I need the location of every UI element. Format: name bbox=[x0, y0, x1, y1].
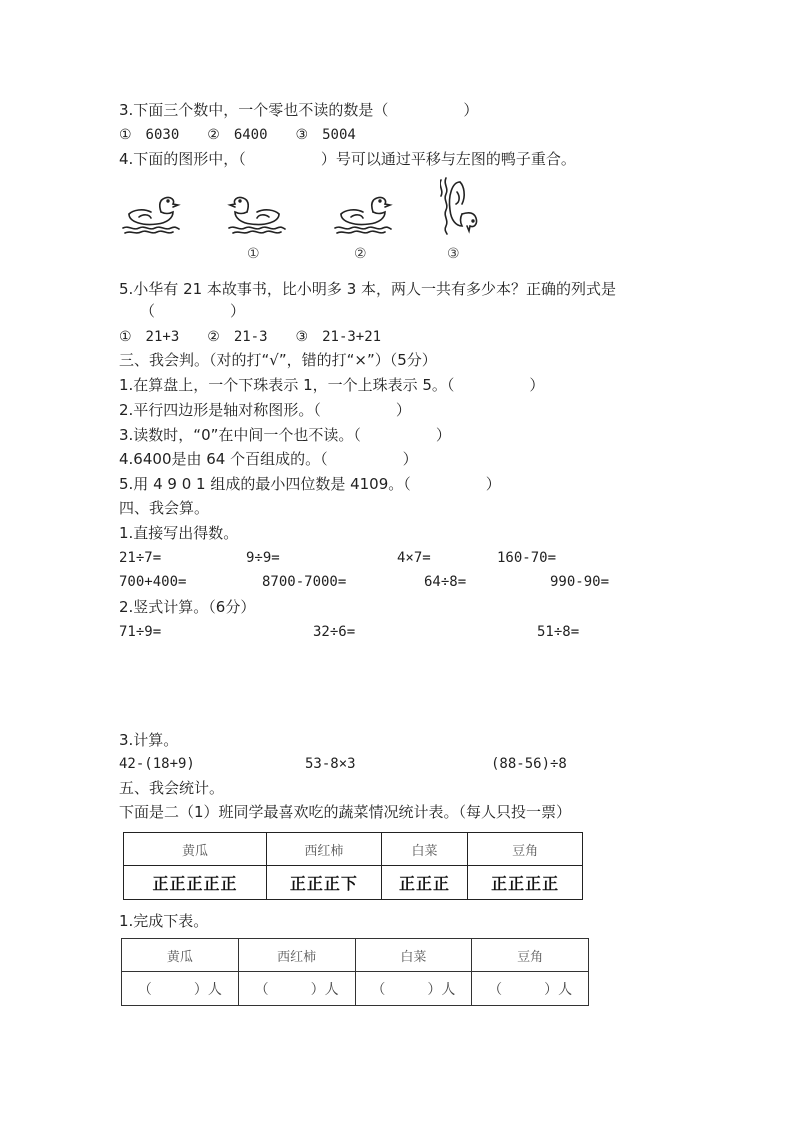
vertical-calc-item: 51÷8= bbox=[537, 624, 580, 640]
compute-item: (88-56)÷8 bbox=[491, 756, 567, 772]
answer-header: 白菜 bbox=[355, 939, 472, 972]
oral-calc-item: 990-90= bbox=[550, 574, 610, 590]
duck-option-1-icon bbox=[227, 192, 287, 234]
q4-text: 4.下面的图形中，（ ）号可以通过平移与左图的鸭子重合。 bbox=[119, 150, 576, 168]
answer-blank[interactable]: （ ）人 bbox=[122, 972, 239, 1006]
tally-header: 西红柿 bbox=[267, 833, 382, 866]
oral-calc-item: 64÷8= bbox=[424, 574, 467, 590]
tally-cell: 正正正正 bbox=[468, 866, 583, 900]
tally-cell: 正正正 bbox=[381, 866, 467, 900]
duck-label-2: ② bbox=[354, 246, 367, 262]
oral-calc-item: 700+400= bbox=[119, 574, 187, 590]
answer-blank[interactable]: （ ）人 bbox=[472, 972, 589, 1006]
answer-blank[interactable]: （ ）人 bbox=[238, 972, 355, 1006]
tally-cell: 正正正下 bbox=[267, 866, 382, 900]
section5-title: 五、我会统计。 bbox=[119, 779, 225, 797]
answer-table bbox=[121, 938, 589, 1006]
compute-item: 42-(18+9) bbox=[119, 756, 195, 772]
q5-paren: （ ） bbox=[140, 302, 246, 320]
answer-header: 黄瓜 bbox=[122, 939, 239, 972]
answer-header: 西红柿 bbox=[238, 939, 355, 972]
compute-item: 53-8×3 bbox=[305, 756, 356, 772]
tally-cell: 正正正正正 bbox=[124, 866, 267, 900]
q3-options: ① 6030 ② 6400 ③ 5004 bbox=[119, 127, 356, 143]
oral-calc-item: 4×7= bbox=[397, 550, 431, 566]
stats-intro: 下面是二（1）班同学最喜欢吃的蔬菜情况统计表。（每人只投一票） bbox=[119, 803, 572, 821]
duck-label-3: ③ bbox=[447, 246, 460, 262]
duck-label-1: ① bbox=[247, 246, 260, 262]
judge-item-4: 4.6400是由 64 个百组成的。（ ） bbox=[119, 450, 418, 468]
duck-rotated-option-3-icon bbox=[440, 176, 482, 236]
judge-item-2: 2.平行四边形是轴对称图形。（ ） bbox=[119, 401, 411, 419]
section4-title: 四、我会算。 bbox=[119, 499, 210, 517]
vertical-calc-item: 71÷9= bbox=[119, 624, 162, 640]
section3-title: 三、我会判。（对的打“√”，错的打“×”）（5分） bbox=[119, 351, 437, 369]
vertical-calc-title: 2.竖式计算。（6分） bbox=[119, 598, 256, 616]
answer-header: 豆角 bbox=[472, 939, 589, 972]
answer-blank[interactable]: （ ）人 bbox=[355, 972, 472, 1006]
oral-calc-item: 21÷7= bbox=[119, 550, 162, 566]
q5-text: 5.小华有 21 本故事书，比小明多 3 本，两人一共有多少本？正确的列式是 bbox=[119, 280, 617, 298]
tally-header: 白菜 bbox=[381, 833, 467, 866]
q5-options: ① 21+3 ② 21-3 ③ 21-3+21 bbox=[119, 329, 382, 345]
oral-calc-item: 160-70= bbox=[497, 550, 557, 566]
q3-text: 3.下面三个数中，一个零也不读的数是（ ） bbox=[119, 101, 479, 119]
judge-item-1: 1.在算盘上，一个下珠表示 1，一个上珠表示 5。（ ） bbox=[119, 376, 545, 394]
oral-calc-title: 1.直接写出得数。 bbox=[119, 524, 239, 542]
compute-title: 3.计算。 bbox=[119, 731, 179, 749]
tally-header: 豆角 bbox=[468, 833, 583, 866]
tally-table bbox=[123, 832, 583, 900]
judge-item-5: 5.用 4 9 0 1 组成的最小四位数是 4109。（ ） bbox=[119, 475, 501, 493]
complete-table-task: 1.完成下表。 bbox=[119, 912, 209, 930]
duck-reference-icon bbox=[121, 192, 181, 234]
tally-header: 黄瓜 bbox=[124, 833, 267, 866]
oral-calc-item: 9÷9= bbox=[246, 550, 280, 566]
vertical-calc-item: 32÷6= bbox=[313, 624, 356, 640]
judge-item-3: 3.读数时，“0”在中间一个也不读。（ ） bbox=[119, 426, 451, 444]
oral-calc-item: 8700-7000= bbox=[262, 574, 347, 590]
duck-option-2-icon bbox=[333, 192, 393, 234]
